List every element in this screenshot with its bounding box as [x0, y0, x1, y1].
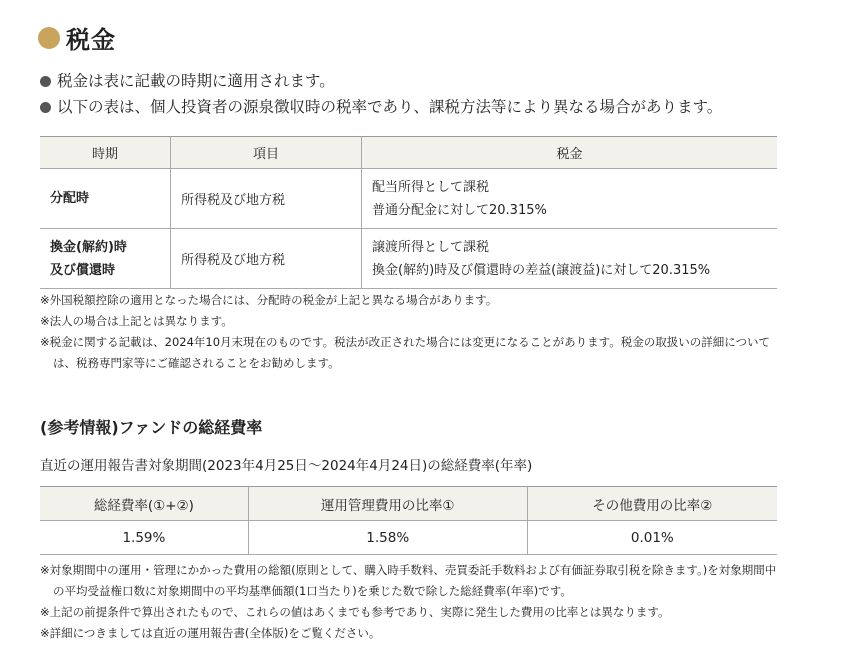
bullet-dot-icon [40, 102, 51, 113]
header-total-ratio: 総経費率(①+②) [40, 487, 248, 521]
period-cell [40, 169, 171, 229]
period-text-line1: 換金(解約)時 [50, 239, 127, 255]
ratio-table-header-row [40, 487, 777, 521]
tax-table-header-row [40, 137, 777, 169]
reference-title: (参考情報)ファンドの総経費率 [40, 418, 263, 437]
bullet-text: 税金は表に記載の時期に適用されます。 [57, 72, 335, 90]
header-tax: 税金 [362, 137, 778, 169]
section-title: 税金 [66, 26, 116, 54]
tax-text-line1: 譲渡所得として課税 [372, 239, 490, 255]
note-item: ※上記の前提条件で算出されたもので、これらの値はあくまでも参考であり、実際に発生した費用の比率とは異なります。 [40, 605, 670, 619]
note-item: ※詳細につきましては直近の運用報告書(全体版)をご覧ください。 [40, 626, 381, 640]
note-item: ※税金に関する記載は、2024年10月末現在のものです。税法が改正された場合には変更になることがあります。税金の取扱いの詳細については、税務専門家等にご確認されることをお勧めします。 [40, 335, 770, 370]
header-other-ratio: その他費用の比率② [527, 487, 777, 521]
tax-notes [40, 290, 785, 374]
bullet-text: 以下の表は、個人投資者の源泉徴収時の税率であり、課税方法等により異なる場合があります。 [57, 98, 723, 116]
tax-table [40, 136, 777, 289]
period-cell [40, 229, 171, 289]
bullet-dot-icon [40, 76, 51, 87]
ratio-notes [40, 560, 785, 644]
header-item: 項目 [171, 137, 362, 169]
period-text-line2: 及び償還時 [50, 262, 116, 278]
note-item: ※外国税額控除の適用となった場合には、分配時の税金が上記と異なる場合があります。 [40, 293, 498, 307]
gold-dot-icon [38, 27, 60, 49]
note-item: ※対象期間中の運用・管理にかかった費用の総額(原則として、購入時手数料、売買委託手数料および有価証券取引税を除きます。)を対象期間中の平均受益権口数に対象期間中の平均基準価額(1口当たり)を乗じた数で除した総経費率(年率)です。 [40, 563, 777, 598]
bullet-item [40, 94, 820, 120]
total-ratio-value: 1.59% [40, 521, 248, 555]
header-management-ratio: 運用管理費用の比率① [248, 487, 527, 521]
tax-cell [362, 169, 778, 229]
management-ratio-value: 1.58% [248, 521, 527, 555]
other-ratio-value: 0.01% [527, 521, 777, 555]
reference-period: 直近の運用報告書対象期間(2023年4月25日～2024年4月24日)の総経費率(年率) [40, 458, 533, 474]
note-item: ※法人の場合は上記とは異なります。 [40, 314, 233, 328]
section-heading [38, 20, 116, 55]
tax-text-line2: 普通分配金に対して20.315% [372, 202, 547, 218]
table-row [40, 169, 777, 229]
period-text: 分配時 [50, 191, 90, 206]
tax-text-line1: 配当所得として課税 [372, 179, 490, 195]
tax-text-line2: 換金(解約)時及び償還時の差益(譲渡益)に対して20.315% [372, 262, 711, 278]
item-cell: 所得税及び地方税 [171, 229, 362, 289]
expense-ratio-table [40, 486, 777, 555]
item-cell: 所得税及び地方税 [171, 169, 362, 229]
table-row [40, 521, 777, 555]
tax-cell [362, 229, 778, 289]
table-row [40, 229, 777, 289]
header-period: 時期 [40, 137, 171, 169]
bullet-list [40, 68, 820, 120]
bullet-item [40, 68, 820, 94]
